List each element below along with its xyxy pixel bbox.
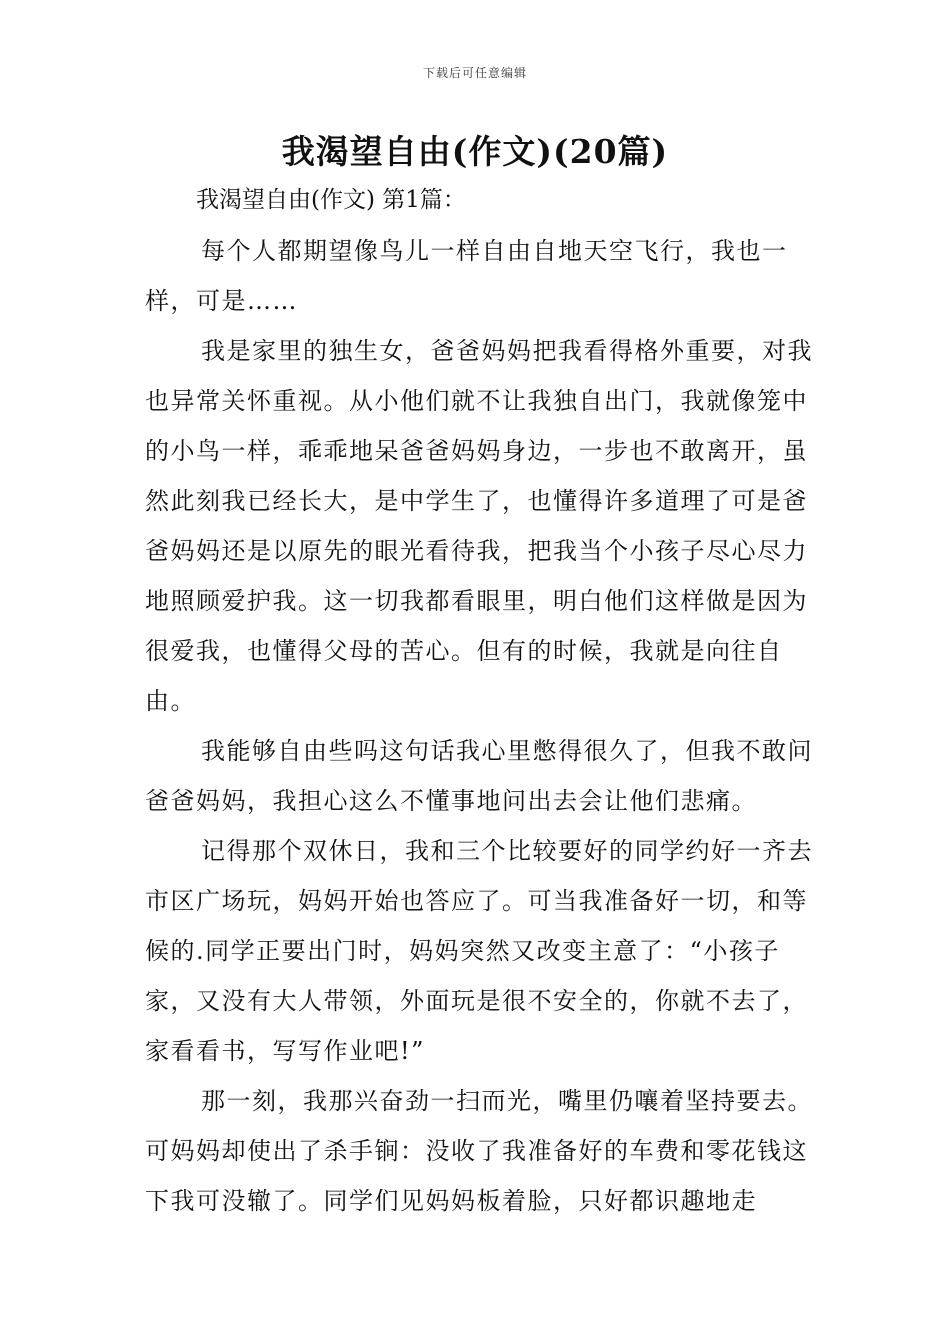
paragraph: 每个人都期望像鸟儿一样自由自地天空飞行，我也一样，可是…… (145, 237, 788, 315)
paragraph: 那一刻，我那兴奋劲一扫而光，嘴里仍嚷着坚持要去。可妈妈却使出了杀手锏：没收了我准备好的车费和零花钱这下我可没辙了。同学们见妈妈板着脸，只好都识趣地走 (145, 1087, 813, 1215)
header-note: 下载后可任意编辑 (422, 66, 527, 80)
document-title: 我渴望自由(作文)(20篇) (281, 132, 669, 171)
section-subtitle: 我渴望自由(作文) 第1篇： (196, 187, 466, 213)
paragraph: 记得那个双休日，我和三个比较要好的同学约好一齐去市区广场玩，妈妈开始也答应了。可当我准备好一切，和等候的.同学正要出门时，妈妈突然又改变主意了：“小孩子家，又没有大人带领，外面玩是很不安全的，你就不去了，家看看书，写写作业吧!” (145, 837, 813, 1065)
paragraph: 我能够自由些吗这句话我心里憋得很久了，但我不敢问爸爸妈妈，我担心这么不懂事地问出去会让他们悲痛。 (145, 737, 813, 815)
paragraph: 我是家里的独生女，爸爸妈妈把我看得格外重要，对我也异常关怀重视。从小他们就不让我独自出门，我就像笼中的小鸟一样，乖乖地呆爸爸妈妈身边，一步也不敢离开，虽然此刻我已经长大，是中学生了，也懂得许多道理了可是爸爸妈妈还是以原先的眼光看待我，把我当个小孩子尽心尽力地照顾爱护我。这一切我都看眼里，明白他们这样做是因为很爱我，也懂得父母的苦心。但有的时候，我就是向往自由。 (145, 337, 813, 715)
body-text (145, 226, 825, 1226)
